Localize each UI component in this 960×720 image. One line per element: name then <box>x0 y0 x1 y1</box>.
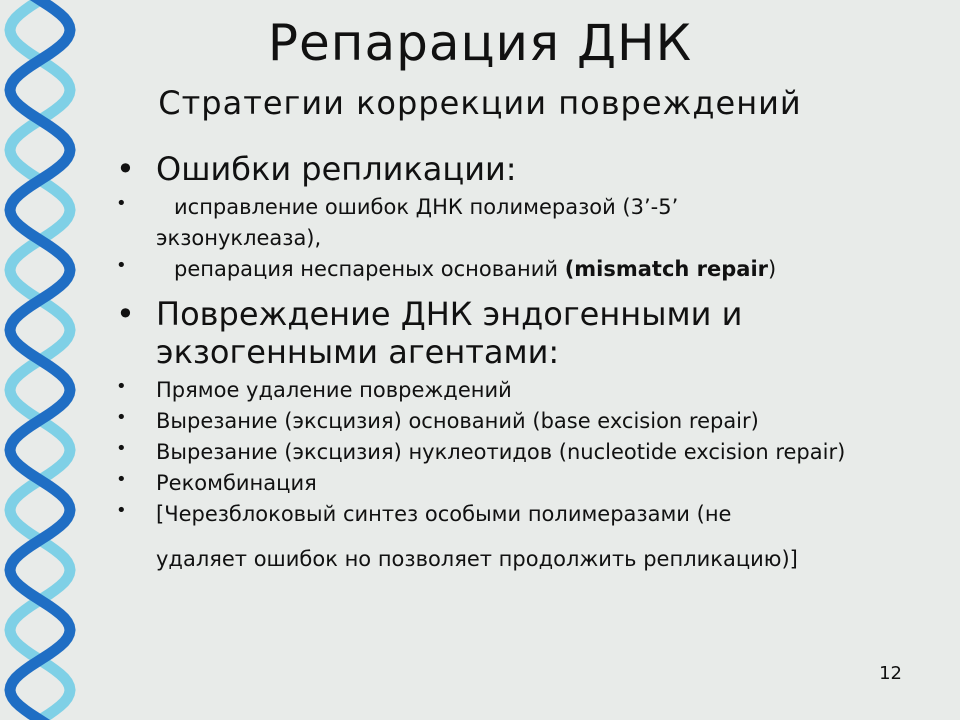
bullet-mismatch-repair <box>116 254 906 285</box>
bullet-list <box>116 150 906 575</box>
bullet-base-excision <box>116 406 906 437</box>
bullet-text-continued: удаляет ошибок но позволяет продолжить репликацию)] <box>156 547 798 571</box>
bullet-icon: • <box>116 469 127 490</box>
bullet-icon: • <box>116 193 127 214</box>
bullet-icon: • <box>116 438 127 459</box>
bullet-icon: • <box>116 376 127 397</box>
bullet-text-close: ) <box>768 257 777 281</box>
bullet-text: Повреждение ДНК эндогенными и экзогенными агентами: <box>156 295 743 371</box>
bullet-text: исправление ошибок ДНК полимеразой (3’-5’ <box>174 195 679 219</box>
bullet-text: Вырезание (эксцизия) оснований (base excision repair) <box>156 409 759 433</box>
mismatch-repair-term: (mismatch repair <box>564 257 769 281</box>
page-number: 12 <box>879 663 902 684</box>
bullet-translesion-synthesis <box>116 499 906 575</box>
bullet-text-continued: экзонуклеаза), <box>156 226 322 250</box>
bullet-text: Рекомбинация <box>156 471 317 495</box>
bullet-text: Прямое удаление повреждений <box>156 378 512 402</box>
bullet-proofreading <box>116 192 906 254</box>
bullet-icon: • <box>116 255 127 276</box>
bullet-direct-removal <box>116 375 906 406</box>
bullet-text: Вырезание (эксцизия) нуклеотидов (nucleotide excision repair) <box>156 440 846 464</box>
bullet-icon: • <box>116 295 135 333</box>
bullet-text: репарация неспареных оснований <box>174 257 565 281</box>
bullet-nucleotide-excision <box>116 437 906 468</box>
bullet-text: [Черезблоковый синтез особыми полимеразами (не <box>156 502 732 526</box>
bullet-icon: • <box>116 150 135 188</box>
slide-subtitle: Стратегии коррекции повреждений <box>158 84 802 122</box>
bullet-dna-damage <box>116 295 906 371</box>
slide-title: Репарация ДНК <box>267 14 693 72</box>
bullet-icon: • <box>116 500 127 521</box>
bullet-text: Ошибки репликации: <box>156 150 517 188</box>
bullet-icon: • <box>116 407 127 428</box>
bullet-replication-errors <box>116 150 906 188</box>
bullet-recombination <box>116 468 906 499</box>
